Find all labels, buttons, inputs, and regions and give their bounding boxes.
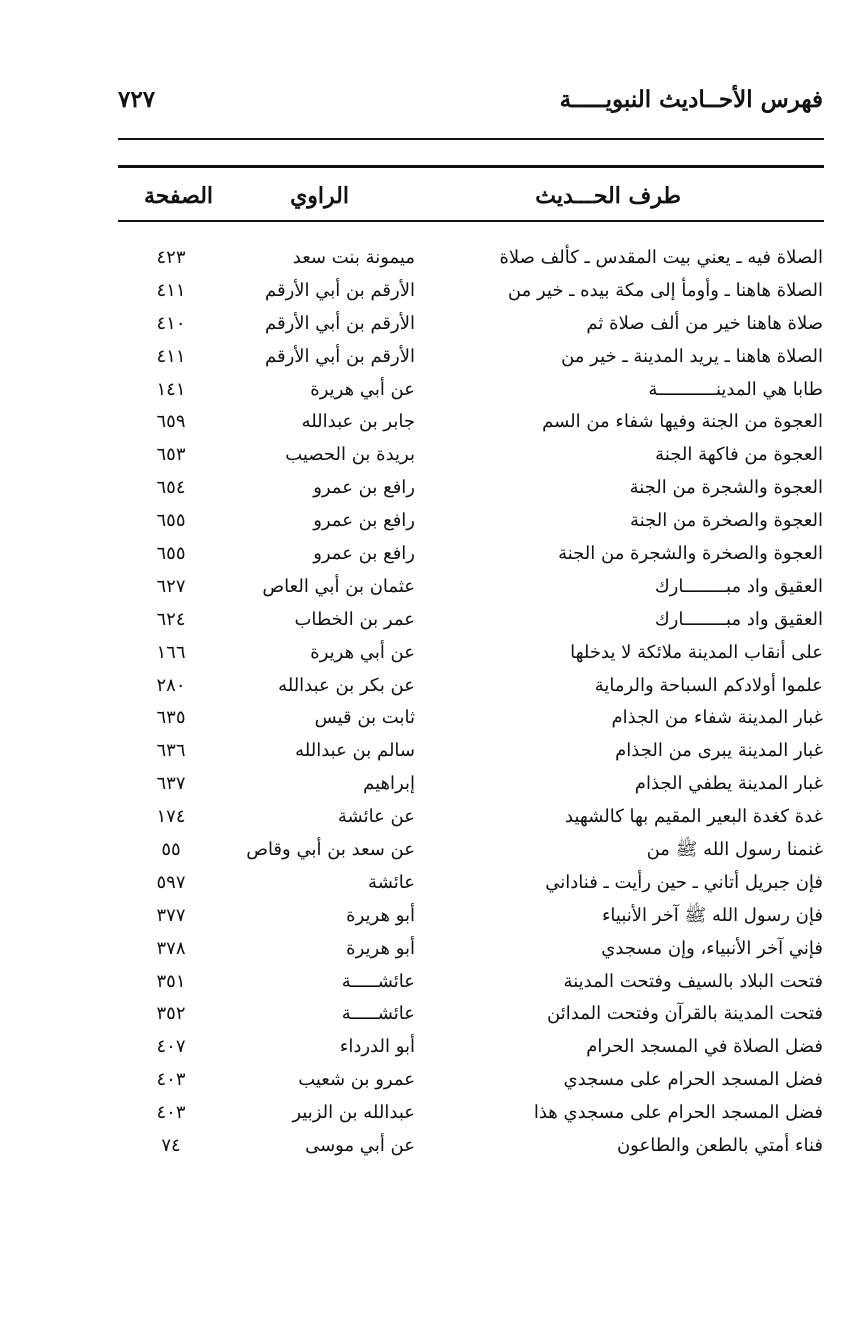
narrator-name: رافع بن عمرو [313, 477, 415, 499]
table-row [0, 1064, 857, 1097]
narrator-name: أبو الدرداء [339, 1036, 415, 1058]
page-ref: ٤١١ [156, 345, 186, 367]
narrator-name: الأرقم بن أبي الأرقم [265, 312, 415, 334]
page-ref: ٤١٠ [156, 312, 186, 334]
hadith-text: العجوة والشجرة من الجنة [629, 477, 823, 499]
page-ref: ٤٠٣ [156, 1102, 186, 1124]
page-ref: ٥٩٧ [156, 871, 186, 893]
hadith-text: الصلاة هاهنا ـ وأومأ إلى مكة بيده ـ خير من [507, 279, 823, 301]
page-ref: ٢٨٠ [156, 674, 186, 696]
page-ref: ٤١١ [156, 279, 186, 301]
index-table-body [0, 242, 857, 1163]
hadith-text: العقيق واد مبــــــــارك [654, 608, 823, 630]
hadith-text: غنمنا رسول الله ﷺ من [646, 839, 823, 861]
hadith-text: فضل الصلاة في المسجد الحرام [586, 1036, 823, 1058]
page-ref: ١٧٤ [156, 806, 186, 828]
narrator-name: عن أبي هريرة [310, 641, 415, 663]
hadith-text: فإن رسول الله ﷺ آخر الأنبياء [601, 904, 823, 926]
table-top-rule [118, 165, 824, 168]
narrator-name: عمرو بن شعيب [298, 1069, 415, 1091]
column-header-page: الصفحة [144, 183, 214, 209]
table-row [0, 341, 857, 374]
table-row [0, 867, 857, 900]
page-ref: ٦٥٣ [156, 444, 186, 466]
table-row [0, 998, 857, 1031]
hadith-text: طابا هي المدينـــــــــــة [648, 378, 823, 400]
narrator-name: عبدالله بن الزبير [292, 1102, 415, 1124]
table-row [0, 670, 857, 703]
page-ref: ٥٥ [161, 839, 181, 861]
narrator-name: عائشة [368, 871, 415, 893]
page-ref: ١٦٦ [156, 641, 186, 663]
narrator-name: بريدة بن الحصيب [285, 444, 415, 466]
hadith-text: غبار المدينة شفاء من الجذام [611, 707, 823, 729]
table-row [0, 275, 857, 308]
narrator-name: ثابت بن قيس [314, 707, 415, 729]
table-row [0, 637, 857, 670]
running-title: فهرس الأحــاديث النبويـــــة [559, 86, 823, 113]
hadith-text: العجوة من الجنة وفيها شفاء من السم [542, 411, 823, 433]
hadith-text: فإني آخر الأنبياء، وإن مسجدي [601, 937, 823, 959]
table-row [0, 768, 857, 801]
table-row [0, 966, 857, 999]
narrator-name: رافع بن عمرو [313, 510, 415, 532]
page-ref: ٦٥٤ [156, 477, 186, 499]
narrator-name: عن أبي موسى [305, 1135, 415, 1157]
table-row [0, 374, 857, 407]
hadith-text: فتحت البلاد بالسيف وفتحت المدينة [563, 970, 823, 992]
table-row [0, 538, 857, 571]
narrator-name: أبو هريرة [346, 937, 415, 959]
narrator-name: عائشـــــة [341, 970, 415, 992]
table-row [0, 308, 857, 341]
header-rule [118, 138, 824, 140]
table-row [0, 834, 857, 867]
page-ref: ٤٠٧ [156, 1036, 186, 1058]
hadith-text: على أنقاب المدينة ملائكة لا يدخلها [570, 641, 823, 663]
table-row [0, 604, 857, 637]
table-row [0, 571, 857, 604]
page-ref: ٤٠٣ [156, 1069, 186, 1091]
narrator-name: عن أبي هريرة [310, 378, 415, 400]
page-ref: ٦٥٥ [156, 510, 186, 532]
page-ref: ٦٢٤ [156, 608, 186, 630]
narrator-name: عن عائشة [337, 806, 415, 828]
table-row [0, 1031, 857, 1064]
table-row [0, 242, 857, 275]
table-row [0, 472, 857, 505]
hadith-text: العجوة من فاكهة الجنة [655, 444, 823, 466]
narrator-name: الأرقم بن أبي الأرقم [265, 279, 415, 301]
narrator-name: سالم بن عبدالله [295, 740, 415, 762]
table-row [0, 801, 857, 834]
table-row [0, 406, 857, 439]
hadith-text: العجوة والصخرة من الجنة [630, 510, 823, 532]
hadith-text: فناء أمتي بالطعن والطاعون [616, 1135, 823, 1157]
narrator-name: إبراهيم [363, 773, 415, 795]
narrator-name: عن سعد بن أبي وقاص [246, 839, 415, 861]
hadith-text: علموا أولادكم السباحة والرماية [594, 674, 823, 696]
hadith-text: غبار المدينة يبرى من الجذام [615, 740, 823, 762]
table-row [0, 1097, 857, 1130]
table-header-rule [118, 220, 824, 222]
column-header-narrator: الراوي [290, 183, 349, 209]
narrator-name: عثمان بن أبي العاص [262, 575, 415, 597]
column-header-hadith: طرف الحـــديث [535, 183, 681, 209]
table-row [0, 735, 857, 768]
narrator-name: جابر بن عبدالله [301, 411, 415, 433]
page-ref: ٦٣٥ [156, 707, 186, 729]
page-ref: ٧٤ [161, 1135, 181, 1157]
page-ref: ٦٥٩ [156, 411, 186, 433]
page-ref: ٣٥٢ [156, 1003, 186, 1025]
table-row [0, 933, 857, 966]
table-row [0, 1130, 857, 1163]
hadith-text: فضل المسجد الحرام على مسجدي هذا [533, 1102, 823, 1124]
page-ref: ٣٥١ [156, 970, 186, 992]
page-ref: ٣٧٧ [156, 904, 186, 926]
page-number: ٧٢٧ [118, 86, 156, 113]
page-ref: ٤٢٣ [156, 247, 186, 268]
narrator-name: عن بكر بن عبدالله [278, 674, 415, 696]
hadith-text: غبار المدينة يطفي الجذام [634, 773, 823, 795]
hadith-text: فضل المسجد الحرام على مسجدي [563, 1069, 823, 1091]
table-row [0, 439, 857, 472]
table-row [0, 505, 857, 538]
hadith-text: الصلاة هاهنا ـ يريد المدينة ـ خير من [561, 345, 823, 367]
table-row [0, 900, 857, 933]
narrator-name: رافع بن عمرو [313, 543, 415, 565]
page-ref: ١٤١ [156, 378, 186, 400]
narrator-name: ميمونة بنت سعد [292, 247, 415, 268]
narrator-name: عائشـــــة [341, 1003, 415, 1025]
hadith-text: الصلاة فيه ـ يعني بيت المقدس ـ كألف صلاة [499, 247, 823, 268]
hadith-text: العقيق واد مبــــــــارك [654, 575, 823, 597]
page-ref: ٦٣٧ [156, 773, 186, 795]
running-header [118, 86, 823, 126]
page-ref: ٣٧٨ [156, 937, 186, 959]
page-ref: ٦٥٥ [156, 543, 186, 565]
page-ref: ٦٢٧ [156, 575, 186, 597]
hadith-text: صلاة هاهنا خير من ألف صلاة ثم [586, 312, 823, 334]
table-row [0, 702, 857, 735]
narrator-name: عمر بن الخطاب [294, 608, 415, 630]
hadith-text: غدة كغدة البعير المقيم بها كالشهيد [565, 806, 823, 828]
narrator-name: الأرقم بن أبي الأرقم [265, 345, 415, 367]
page-ref: ٦٣٦ [156, 740, 186, 762]
hadith-text: فتحت المدينة بالقرآن وفتحت المدائن [547, 1003, 823, 1025]
narrator-name: أبو هريرة [346, 904, 415, 926]
hadith-text: العجوة والصخرة والشجرة من الجنة [558, 543, 823, 565]
hadith-text: فإن جبريل أتاني ـ حين رأيت ـ فناداني [545, 871, 823, 893]
